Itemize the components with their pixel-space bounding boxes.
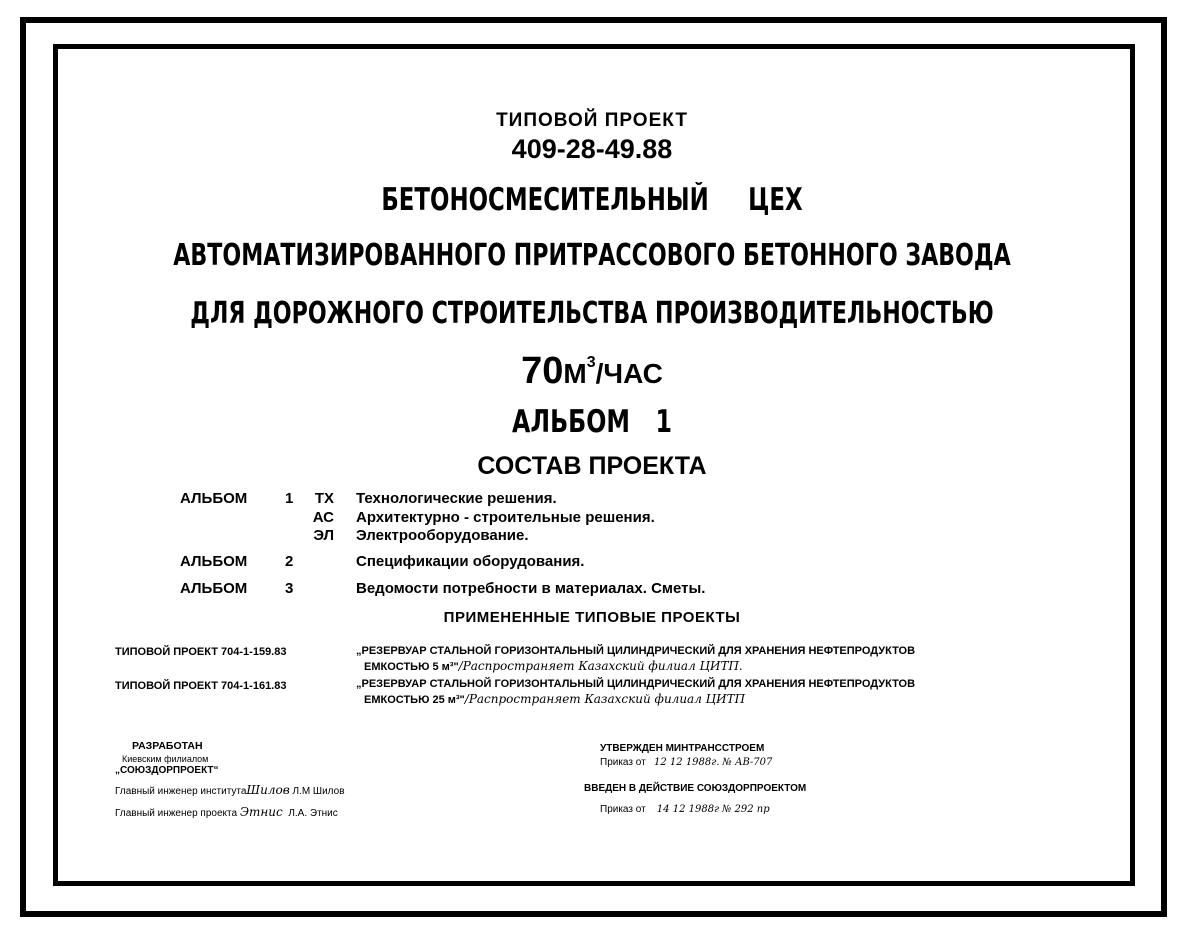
chief-institute-name: Л.М Шилов	[292, 786, 345, 797]
composition-code: ЭЛ	[313, 527, 334, 544]
composition-album-number: 1	[285, 490, 294, 507]
order-2-label: Приказ от	[600, 804, 646, 815]
composition-desc: Архитектурно - строительные решения.	[356, 509, 655, 526]
order-2-date: 14 12 1988г	[656, 804, 720, 815]
applied-desc-line2	[364, 692, 745, 706]
composition-desc: Технологические решения.	[356, 490, 557, 507]
title-line-2: АВТОМАТИЗИРОВАННОГО ПРИТРАССОВОГО БЕТОННОГО ЗАВОДА	[173, 238, 1011, 273]
capacity-per: /ЧАС	[595, 358, 663, 389]
composition-album: АЛЬБОМ	[180, 490, 248, 507]
enacted-by: ВВЕДЕН В ДЕЙСТВИЕ СОЮЗДОРПРОЕКТОМ	[584, 783, 807, 794]
album-title	[89, 404, 1095, 440]
applied-desc-line2	[364, 659, 743, 673]
composition-album-number: 3	[285, 580, 294, 597]
chief-institute-signature: Шилов	[246, 783, 290, 797]
composition-desc: Ведомости потребности в материалах. Сметы.	[356, 580, 706, 597]
order-1-number: № АВ-707	[722, 757, 773, 768]
order-2-number: № 292 пр	[721, 804, 770, 815]
chief-project-name: Л.А. Этнис	[288, 808, 338, 819]
applied-capacity: ЕМКОСТЬЮ 5 м³"	[364, 661, 459, 673]
applied-handwritten-note: /Распространяет Казахский филиал ЦИТП	[464, 692, 746, 706]
title-line-1-b: ЦЕХ	[748, 182, 803, 218]
project-number: 409-28-49.88	[511, 134, 673, 164]
album-word: АЛЬБОМ	[512, 404, 630, 440]
approved-by: УТВЕРЖДЕН МИНТРАНССТРОЕМ	[600, 743, 765, 754]
chief-engineer-institute	[115, 783, 345, 797]
capacity	[0, 350, 1184, 393]
applied-capacity: ЕМКОСТЬЮ 25 м³"	[364, 694, 465, 706]
chief-institute-label: Главный инженер института	[115, 786, 247, 797]
developer-line2: „СОЮЗДОРПРОЕКТ“	[115, 765, 219, 776]
composition-code: ТХ	[314, 490, 334, 507]
capacity-value: 70	[521, 350, 564, 392]
composition-album: АЛЬБОМ	[180, 580, 248, 597]
applied-desc-line1: „РЕЗЕРВУАР СТАЛЬНОЙ ГОРИЗОНТАЛЬНЫЙ ЦИЛИНДРИЧЕСКИЙ ДЛЯ ХРАНЕНИЯ НЕФТЕПРОДУКТОВ	[356, 678, 916, 690]
applied-projects-heading: ПРИМЕНЕННЫЕ ТИПОВЫЕ ПРОЕКТЫ	[443, 609, 741, 626]
order-1-label: Приказ от	[600, 757, 646, 768]
composition-code: АС	[312, 509, 334, 526]
developer-heading: РАЗРАБОТАН	[132, 740, 203, 752]
capacity-power: 3	[586, 354, 596, 371]
composition-desc: Электрооборудование.	[356, 527, 529, 544]
chief-engineer-project	[115, 805, 338, 819]
composition-heading: СОСТАВ ПРОЕКТА	[477, 452, 707, 480]
composition-album-number: 2	[285, 553, 294, 570]
applied-desc-line1: „РЕЗЕРВУАР СТАЛЬНОЙ ГОРИЗОНТАЛЬНЫЙ ЦИЛИНДРИЧЕСКИЙ ДЛЯ ХРАНЕНИЯ НЕФТЕПРОДУКТОВ	[356, 645, 916, 657]
album-number: 1	[655, 404, 672, 440]
capacity-unit: М	[563, 358, 587, 389]
chief-project-label: Главный инженер проекта	[115, 808, 238, 819]
project-label: ТИПОВОЙ ПРОЕКТ	[496, 110, 688, 131]
title-line-1	[107, 182, 1078, 218]
composition-desc: Спецификации оборудования.	[356, 553, 585, 570]
order-1	[600, 757, 772, 768]
title-line-3: ДЛЯ ДОРОЖНОГО СТРОИТЕЛЬСТВА ПРОИЗВОДИТЕЛЬНОСТЬЮ	[190, 296, 994, 331]
order-2	[600, 804, 770, 815]
developer-line1: Киевским филиалом	[122, 754, 209, 764]
chief-project-signature: Этнис	[239, 805, 283, 819]
order-1-date: 12 12 1988г.	[654, 757, 720, 768]
applied-handwritten-note: /Распространяет Казахский филиал ЦИТП.	[458, 659, 743, 673]
applied-ref: ТИПОВОЙ ПРОЕКТ 704-1-161.83	[115, 680, 287, 692]
title-line-1-a: БЕТОНОСМЕСИТЕЛЬНЫЙ	[381, 182, 709, 218]
applied-ref: ТИПОВОЙ ПРОЕКТ 704-1-159.83	[115, 646, 287, 658]
composition-album: АЛЬБОМ	[180, 553, 248, 570]
